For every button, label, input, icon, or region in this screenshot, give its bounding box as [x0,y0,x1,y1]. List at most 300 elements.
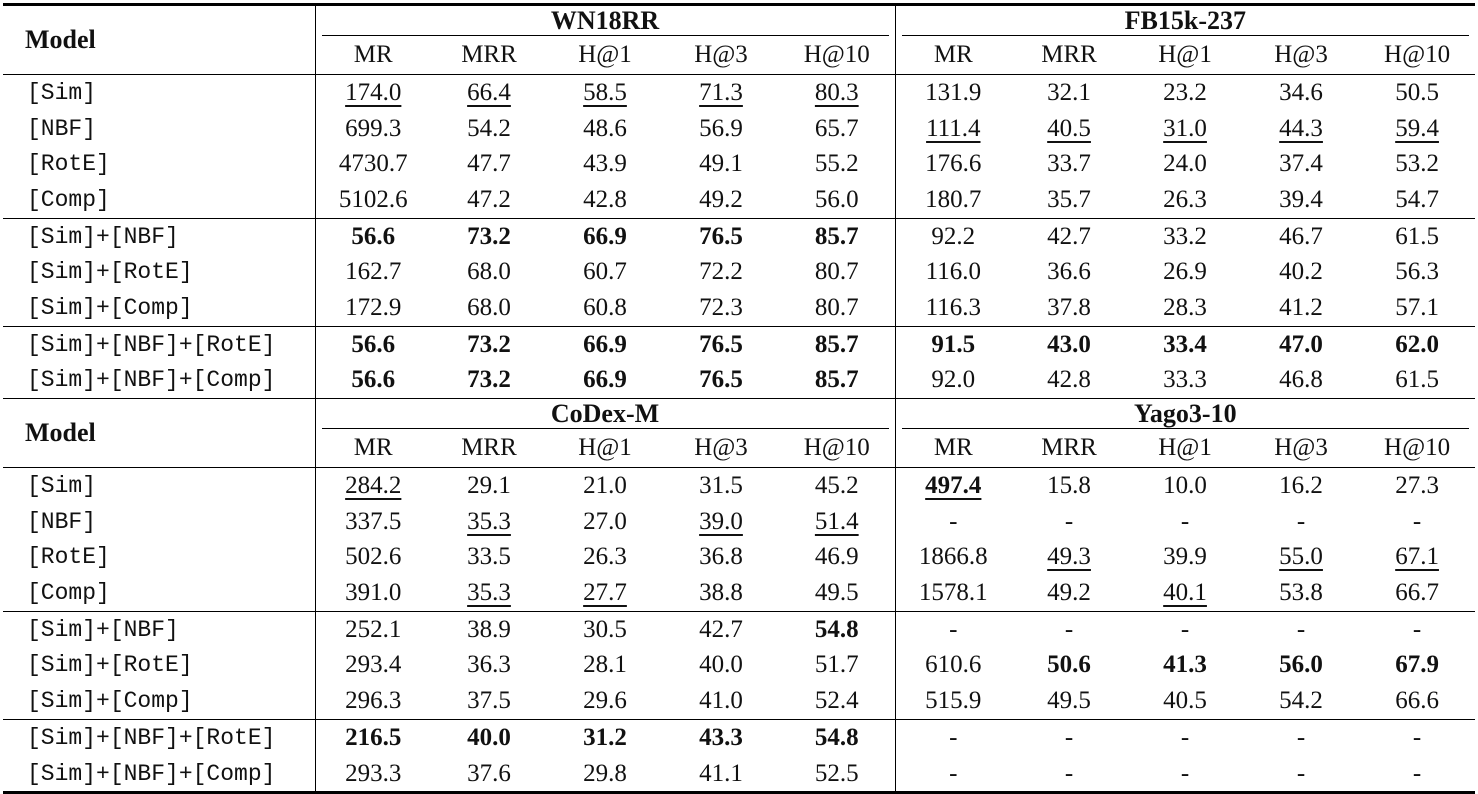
metric-cell [431,611,547,647]
metric-cell [431,290,547,326]
metric-value: 45.2 [814,472,859,500]
metric-cell [431,326,547,362]
metric-cell [663,182,779,218]
metric-value: 162.7 [345,258,402,286]
metric-value: 58.5 [583,78,627,106]
metric-cell [1011,75,1127,111]
metric-cell [1243,218,1359,254]
metric-cell [1011,504,1127,540]
metric-value: 42.7 [699,615,743,643]
metric-cell [663,611,779,647]
metric-value: 699.3 [345,114,402,142]
dataset-name: WN18RR [550,5,660,35]
metric-value: 54.2 [467,114,511,142]
metric-value: 41.2 [1279,293,1323,321]
metric-cell [315,363,431,399]
metric-value: 85.7 [814,366,859,394]
metric-cell [779,611,895,647]
metric-cell [547,720,663,756]
metric-cell [547,326,663,362]
metric-value: 54.2 [1279,687,1323,715]
metric-value: 10.0 [1163,472,1207,500]
metric-cell [1011,611,1127,647]
metric-cell [547,218,663,254]
metric-cell [1127,218,1243,254]
metric-value: 66.7 [1395,579,1439,607]
metric-cell [1359,648,1475,684]
metric-value: 35.7 [1047,185,1091,213]
model-name: [NBF] [27,508,97,535]
metric-cell [1243,326,1359,362]
metric-header: H@3 [1274,434,1328,462]
table-row [3,611,1475,647]
metric-value: 49.5 [814,579,859,607]
table-row [3,182,1475,218]
metric-cell [1127,146,1243,182]
metric-cell [315,575,431,611]
metric-cell [1359,683,1475,719]
metric-value: 49.2 [1047,579,1091,607]
metric-value: 5102.6 [338,185,408,213]
metric-value: 391.0 [345,579,402,607]
metric-cell [1359,575,1475,611]
model-name: [RotE] [27,151,110,178]
model-name: [Comp] [27,186,110,213]
table-row [3,290,1475,326]
metric-cell [1011,254,1127,290]
metric-cell [547,504,663,540]
metric-cell [663,720,779,756]
metric-cell [315,326,431,362]
table-row [3,504,1475,540]
metric-value: 39.9 [1163,543,1207,571]
metric-cell [431,218,547,254]
metric-cell [1359,326,1475,362]
metric-value: 31.2 [583,723,627,751]
metric-cell [315,683,431,719]
metric-value: - [1180,615,1190,643]
metric-value: 72.2 [699,258,743,286]
metric-value: 60.8 [583,293,627,321]
model-name: [RotE] [27,544,110,571]
metric-cell [895,75,1011,111]
metric-value: 62.0 [1395,330,1439,358]
model-name: [Sim]+[RotE] [27,652,193,679]
metric-value: 54.8 [814,723,859,751]
metric-cell [1127,290,1243,326]
metric-value: 31.0 [1163,114,1207,142]
metric-cell [431,146,547,182]
metric-header: H@3 [694,41,748,68]
metric-value: 36.6 [1047,258,1091,286]
model-name: [Sim] [3,468,315,504]
metric-cell [895,146,1011,182]
metric-value: 49.1 [699,150,743,178]
metric-cell [779,146,895,182]
metric-cell [315,111,431,147]
metric-cell [1243,290,1359,326]
metric-value: 47.7 [467,150,511,178]
metric-cell [1011,182,1127,218]
metric-cell [663,468,779,504]
dataset-name: Yago3-10 [1134,398,1237,428]
metric-cell [431,756,547,793]
metric-cell [315,218,431,254]
metric-value: 610.6 [925,651,982,679]
metric-cell [895,720,1011,756]
metric-value: 73.2 [467,330,511,358]
metric-value: 38.9 [467,615,511,643]
metric-cell [663,218,779,254]
metric-cell [1011,756,1127,793]
metric-header: H@1 [1158,41,1212,68]
metric-value: 284.2 [345,472,402,500]
metric-value: 38.8 [699,579,743,607]
metric-value: 30.5 [583,615,627,643]
table-row [3,111,1475,147]
results-table-container [3,3,1475,794]
metric-cell [1127,75,1243,111]
metric-cell [895,575,1011,611]
metric-value: 497.4 [925,472,982,500]
metric-cell [547,290,663,326]
metric-value: 27.3 [1395,472,1439,500]
results-table [3,3,1475,794]
metric-value: 40.5 [1047,114,1091,142]
metric-cell [431,182,547,218]
metric-value: 33.3 [1163,366,1207,394]
metric-cell [1243,575,1359,611]
metric-value: - [1064,723,1074,751]
model-name: [Sim]+[NBF]+[Comp] [3,756,315,793]
metric-cell [779,182,895,218]
metric-cell [431,720,547,756]
metric-value: 61.5 [1395,222,1439,250]
metric-cell [431,575,547,611]
metric-cell [547,146,663,182]
metric-cell [315,290,431,326]
metric-value: 80.3 [814,78,859,106]
metric-value: 23.2 [1163,78,1207,106]
metric-value: 293.4 [345,651,402,679]
metric-cell [1011,468,1127,504]
metric-cell [895,648,1011,684]
metric-cell [663,683,779,719]
metric-cell [1243,75,1359,111]
metric-value: - [1412,615,1422,643]
metric-value: 92.0 [931,366,976,394]
metric-value: 252.1 [345,615,402,643]
metric-cell [1359,290,1475,326]
metric-cell [1127,648,1243,684]
metric-value: 216.5 [345,723,402,751]
metric-value: 71.3 [699,78,743,106]
metric-value: 49.5 [1047,687,1091,715]
metric-cell [1011,363,1127,399]
metric-cell [315,720,431,756]
metric-cell [1127,504,1243,540]
metric-value: 43.0 [1047,330,1091,358]
metric-value: - [1412,759,1422,787]
metric-cell [779,683,895,719]
metric-value: 66.4 [467,78,511,106]
metric-cell [779,756,895,793]
metric-value: 27.7 [583,579,627,607]
metric-cell [431,540,547,576]
metric-value: 47.2 [467,185,511,213]
metric-cell [779,290,895,326]
metric-cell [1359,611,1475,647]
metric-cell [1011,540,1127,576]
metric-cell [1243,540,1359,576]
metric-value: 1578.1 [918,579,988,607]
metric-value: - [1412,723,1422,751]
metric-value: 40.1 [1163,579,1207,607]
dataset-header [315,5,895,37]
metric-value: 116.3 [925,293,981,321]
metric-value: 174.0 [345,78,402,106]
metric-cell [1127,683,1243,719]
metric-cell [663,575,779,611]
metric-cell [895,363,1011,399]
metric-value: 293.3 [345,759,402,787]
metric-value: 56.6 [351,330,396,358]
metric-cell [663,540,779,576]
metric-cell [895,218,1011,254]
metric-cell [1359,146,1475,182]
metric-value: 60.7 [583,258,627,286]
metric-value: 56.9 [699,114,743,142]
metric-value: - [949,759,958,787]
metric-value: 53.8 [1279,579,1323,607]
metric-header: H@1 [1158,434,1212,462]
metric-cell [547,611,663,647]
table-row [3,363,1475,399]
model-name: [Sim]+[NBF]+[RotE] [3,326,315,362]
table-row [3,575,1475,611]
metric-value: 68.0 [467,258,511,286]
metric-cell [779,504,895,540]
dataset-name: FB15k-237 [1124,5,1246,35]
metric-cell [1359,75,1475,111]
metric-value: 4730.7 [338,150,408,178]
metric-value: 66.9 [583,222,627,250]
metric-cell [895,111,1011,147]
metric-value: 26.9 [1163,258,1207,286]
metric-cell [1359,111,1475,147]
metric-cell [779,75,895,111]
model-name: [Comp] [27,580,110,607]
metric-value: 116.0 [925,258,981,286]
metric-header: MR [315,36,431,75]
metric-value: 41.0 [699,687,743,715]
metric-value: 31.5 [699,472,743,500]
table-row [3,720,1475,756]
metric-cell [1011,326,1127,362]
metric-value: - [1412,507,1422,535]
metric-cell [1243,683,1359,719]
metric-value: 59.4 [1395,114,1439,142]
metric-cell [1127,254,1243,290]
metric-cell [315,756,431,793]
model-name: [Sim]+[NBF] [3,611,315,647]
metric-cell [547,254,663,290]
metric-value: 50.6 [1047,651,1091,679]
metric-value: 65.7 [814,114,859,142]
metric-value: 33.2 [1163,222,1207,250]
metric-cell [1243,504,1359,540]
metric-value: 80.7 [814,293,859,321]
metric-cell [779,468,895,504]
metric-header: H@10 [803,434,870,462]
table-row [3,75,1475,111]
metric-value: 15.8 [1047,472,1091,500]
metric-value: 52.4 [814,687,859,715]
metric-cell [895,611,1011,647]
metric-value: 43.3 [699,723,743,751]
metric-value: 176.6 [925,150,982,178]
metric-value: 73.2 [467,222,511,250]
metric-cell [1243,182,1359,218]
model-name: [Sim]+[NBF]+[Comp] [27,367,276,394]
metric-header: MRR [1041,434,1097,462]
metric-value: 502.6 [345,543,402,571]
metric-cell [1127,720,1243,756]
metric-cell [779,326,895,362]
metric-value: 296.3 [345,687,402,715]
metric-cell [663,326,779,362]
metric-value: 515.9 [925,687,982,715]
table-row [3,756,1475,793]
metric-cell [1359,363,1475,399]
metric-cell [315,611,431,647]
metric-cell [431,468,547,504]
metric-value: 85.7 [814,330,859,358]
metric-cell [1011,575,1127,611]
metric-value: - [1180,507,1190,535]
metric-cell [895,756,1011,793]
metric-value: 56.0 [1279,651,1323,679]
metric-cell [1243,468,1359,504]
metric-header: H@1 [578,434,632,462]
metric-value: - [1064,759,1074,787]
table-row [3,254,1475,290]
metric-cell [1243,611,1359,647]
metric-cell [1127,326,1243,362]
metric-value: 27.0 [583,507,627,535]
metric-value: 29.8 [583,759,627,787]
metric-cell [1011,218,1127,254]
metric-value: - [1296,615,1306,643]
table-row [3,146,1475,182]
metric-value: 67.1 [1395,543,1439,571]
metric-cell [779,575,895,611]
metric-value: 42.8 [1047,366,1091,394]
metric-cell [663,111,779,147]
metric-value: 51.4 [814,507,859,535]
metric-value: 37.5 [467,687,511,715]
metric-cell [895,683,1011,719]
metric-value: 35.3 [467,507,511,535]
metric-cell [1359,540,1475,576]
metric-value: 172.9 [345,293,402,321]
metric-cell [1011,720,1127,756]
metric-cell [315,75,431,111]
metric-value: - [949,615,958,643]
metric-cell [1011,146,1127,182]
metric-value: 56.0 [814,185,859,213]
metric-header: H@10 [1384,434,1451,462]
metric-cell [1127,182,1243,218]
metric-cell [1127,575,1243,611]
metric-value: 66.9 [583,330,627,358]
metric-value: 1866.8 [918,543,988,571]
metric-value: 50.5 [1395,78,1439,106]
model-column-header: Model [3,399,315,468]
metric-value: 53.2 [1395,150,1439,178]
table-row [3,218,1475,254]
metric-value: - [1180,759,1190,787]
metric-value: 16.2 [1279,472,1323,500]
dataset-header-row [3,399,1475,430]
metric-cell [1127,363,1243,399]
metric-value: 37.4 [1279,150,1323,178]
metric-cell [1359,504,1475,540]
metric-value: 55.0 [1279,543,1323,571]
metric-value: 46.7 [1279,222,1323,250]
metric-cell [431,648,547,684]
metric-header: H@10 [1384,41,1451,68]
metric-cell [547,683,663,719]
metric-cell [431,254,547,290]
metric-header: MRR [461,434,517,462]
dataset-header-row [3,5,1475,37]
metric-cell [1243,756,1359,793]
metric-value: 33.7 [1047,150,1091,178]
metric-value: 39.0 [699,507,743,535]
metric-header: MR [895,36,1011,75]
metric-value: - [1296,507,1306,535]
metric-cell [547,111,663,147]
metric-value: 34.6 [1279,78,1323,106]
metric-value: 56.3 [1395,258,1439,286]
metric-value: 48.6 [583,114,627,142]
table-row [3,683,1475,719]
metric-header: H@10 [803,41,870,68]
metric-value: 52.5 [814,759,859,787]
metric-value: 33.5 [467,543,511,571]
metric-cell [1127,540,1243,576]
metric-value: - [1064,615,1074,643]
metric-value: - [949,723,958,751]
metric-value: 42.7 [1047,222,1091,250]
metric-cell [663,146,779,182]
metric-cell [1359,254,1475,290]
metric-cell [315,540,431,576]
metric-cell [1243,254,1359,290]
metric-cell [1359,756,1475,793]
model-name: [Sim]+[NBF]+[RotE] [3,720,315,756]
metric-cell [315,182,431,218]
model-name: [Sim]+[NBF] [3,218,315,254]
metric-value: 39.4 [1279,185,1323,213]
metric-value: 29.6 [583,687,627,715]
metric-cell [431,75,547,111]
metric-value: 49.3 [1047,543,1091,571]
metric-cell [315,468,431,504]
metric-value: 21.0 [583,472,627,500]
metric-value: 85.7 [814,222,859,250]
